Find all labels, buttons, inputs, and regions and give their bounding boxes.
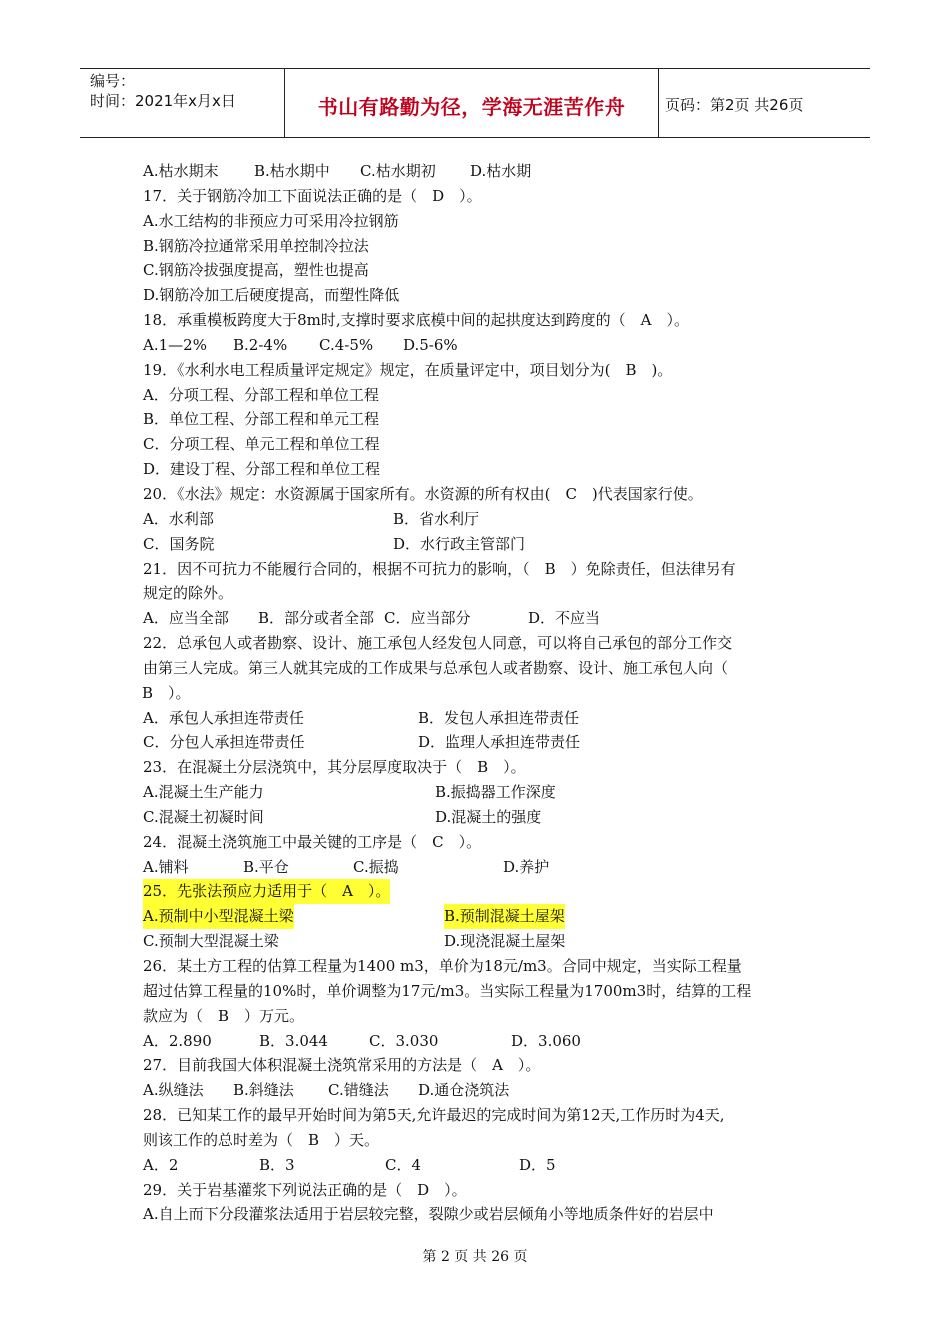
text-segment: A．2.890 [143,1031,212,1050]
text-segment: 19．《水利水电工程质量评定规定》规定，在质量评定中，项目划分为( B )。 [143,360,673,379]
text-line [143,979,811,1004]
text-segment: 29．关于岩基灌浆下列说法正确的是（ D ）。 [143,1180,467,1199]
document-date-label: 时间：2021年x月x日 [90,92,236,110]
text-segment: D．5 [519,1155,556,1174]
text-line [143,557,811,582]
text-line [143,830,811,855]
text-segment: D.混凝土的强度 [435,807,542,826]
text-line [143,855,811,880]
header-page-number: 页码：第2页 共26页 [665,96,804,114]
text-segment: 28．已知某工作的最早开始时间为第5天,允许最迟的完成时间为第12天,工作历时为4天, [143,1106,725,1125]
text-segment: B．单位工程、分部工程和单元工程 [143,410,380,429]
text-line [143,755,811,780]
document-number-label: 编号： [90,72,136,90]
text-line [143,1103,811,1128]
text-segment: B.2-4% [233,335,288,354]
text-segment: 18．承重模板跨度大于8m时,支撑时要求底模中间的起拱度达到跨度的（ A ）。 [143,311,689,330]
text-segment: 款应为（ B ）万元。 [143,1006,305,1025]
text-segment: D．3.060 [511,1031,581,1050]
text-segment: A．应当全部 [143,609,229,628]
text-segment: B.振捣器工作深度 [435,783,556,802]
text-segment: B．部分或者全部 [258,609,375,628]
text-segment: 27．目前我国大体积混凝土浇筑常采用的方法是（ A ）。 [143,1056,541,1075]
text-segment: D.养护 [503,857,550,876]
text-segment: D.钢筋冷加工后硬度提高，而塑性降低 [143,286,400,305]
text-segment: C.混凝土初凝时间 [143,807,264,826]
text-line [143,358,811,383]
text-line [143,1053,811,1078]
text-segment: 26．某土方工程的估算工程量为1400 m3，单价为18元/m3。合同中规定，当实际工程量 [143,957,742,975]
text-segment: C.枯水期初 [360,162,436,180]
text-line [143,606,811,631]
text-line [143,308,811,333]
text-line [143,184,811,209]
text-line [143,1004,811,1029]
text-line [143,1202,811,1227]
text-line [143,507,811,532]
text-line [143,581,811,606]
text-segment: D.现浇混凝土屋架 [444,932,566,951]
text-line [143,482,811,507]
text-segment: B.枯水期中 [254,162,330,180]
question-list [143,159,811,1227]
text-segment: A.枯水期末 [143,162,219,180]
text-segment: A.水工结构的非预应力可采用冷拉钢筋 [143,211,399,230]
text-segment: 17．关于钢筋冷加工下面说法正确的是（ D ）。 [143,186,482,205]
page-footer: 第 2 页 共 26 页 [422,1249,528,1265]
text-line [143,159,811,184]
text-segment: B．3 [259,1155,295,1174]
text-line [143,706,811,731]
text-segment: D.枯水期 [470,162,532,180]
text-segment: 21．因不可抗力不能履行合同的，根据不可抗力的影响，（ B ）免除责任，但法律另有 [143,559,736,578]
text-segment: 23．在混凝土分层浇筑中，其分层厚度取决于（ B ）。 [143,758,526,777]
text-line [143,457,811,482]
text-line [143,904,811,929]
text-line [143,954,811,979]
text-segment: B.斜缝法 [233,1081,294,1100]
text-segment: C.错缝法 [328,1081,389,1100]
text-segment: 25．先张法预应力适用于（ A ）。 [143,879,390,904]
text-line [143,1178,811,1203]
text-segment: A.混凝土生产能力 [143,783,264,802]
text-segment: C.钢筋冷拔强度提高，塑性也提高 [143,261,369,280]
text-segment: 20．《水法》规定：水资源属于国家所有。水资源的所有权由( C )代表国家行使。 [143,484,703,503]
text-segment: C.预制大型混凝土梁 [143,932,279,951]
text-line [143,929,811,954]
text-segment: C．分项工程、单元工程和单位工程 [143,435,380,454]
text-line [143,1029,811,1054]
text-segment: 由第三人完成。第三人就其完成的工作成果与总承包人或者勘察、设计、施工承包人向（ [143,658,729,677]
text-segment: A．水利部 [143,509,214,528]
text-segment: 24．混凝土浇筑施工中最关键的工序是（ C ）。 [143,832,482,851]
text-line [143,234,811,259]
text-segment: A．承包人承担连带责任 [143,708,304,727]
text-line [143,681,811,706]
text-segment: 规定的除外。 [143,584,234,603]
text-segment: D．建设丁程、分部工程和单位工程 [143,460,381,479]
text-segment: D．监理人承担连带责任 [418,733,581,752]
text-line [143,656,811,681]
text-segment: 超过估算工程量的10%时，单价调整为17元/m3。当实际工程量为1700m3时，结算的工程 [143,981,752,1000]
text-line [143,631,811,656]
text-segment: 则该工作的总时差为（ B ）天。 [143,1130,380,1149]
text-line [143,407,811,432]
header-meta-cell [80,69,285,137]
text-segment: A．分项工程、分部工程和单位工程 [143,385,379,404]
text-segment: B．省水利厅 [393,509,480,528]
text-line [143,209,811,234]
text-line [143,879,811,904]
text-line [143,333,811,358]
header-page-cell [659,69,870,137]
page-header [80,68,870,138]
text-segment: C．3.030 [369,1031,439,1050]
text-line [143,258,811,283]
text-segment: B.钢筋冷拉通常采用单控制冷拉法 [143,236,369,255]
text-segment: B．发包人承担连带责任 [418,708,580,727]
text-segment: A.自上而下分段灌浆法适用于岩层较完整，裂隙少或岩层倾角小等地质条件好的岩层中 [143,1205,714,1224]
text-segment: D．水行政主管部门 [393,534,526,553]
text-segment: B．3.044 [259,1031,328,1050]
text-line [143,383,811,408]
text-segment: D．不应当 [528,609,601,628]
text-segment: C.4-5% [319,335,374,354]
header-motto-cell [285,69,659,137]
header-motto: 书山有路勤为径，学海无涯苦作舟 [317,95,626,119]
text-segment: B.预制混凝土屋架 [444,904,565,929]
text-line [143,730,811,755]
text-line [143,283,811,308]
text-line [143,780,811,805]
text-segment: B ）。 [142,683,191,702]
text-line [143,532,811,557]
text-line [143,1078,811,1103]
text-line [143,1153,811,1178]
text-line [143,1128,811,1153]
text-segment: 22．总承包人或者勘察、设计、施工承包人经发包人同意，可以将自己承包的部分工作交 [143,634,733,653]
text-segment: C.振捣 [353,857,399,876]
text-segment: D.5-6% [403,335,458,354]
text-segment: B.平仓 [243,857,289,876]
text-segment: A.预制中小型混凝土梁 [143,904,294,929]
text-segment: D.通仓浇筑法 [418,1081,510,1100]
text-segment: A.铺料 [143,857,189,876]
text-segment: A.1—2% [143,335,207,354]
text-segment: C．4 [385,1155,422,1174]
text-segment: C．国务院 [143,534,215,553]
text-line [143,432,811,457]
text-segment: A.纵缝法 [143,1081,204,1100]
text-line [143,805,811,830]
text-segment: C．应当部分 [384,609,471,628]
text-segment: A．2 [143,1155,179,1174]
text-segment: C．分包人承担连带责任 [143,733,305,752]
